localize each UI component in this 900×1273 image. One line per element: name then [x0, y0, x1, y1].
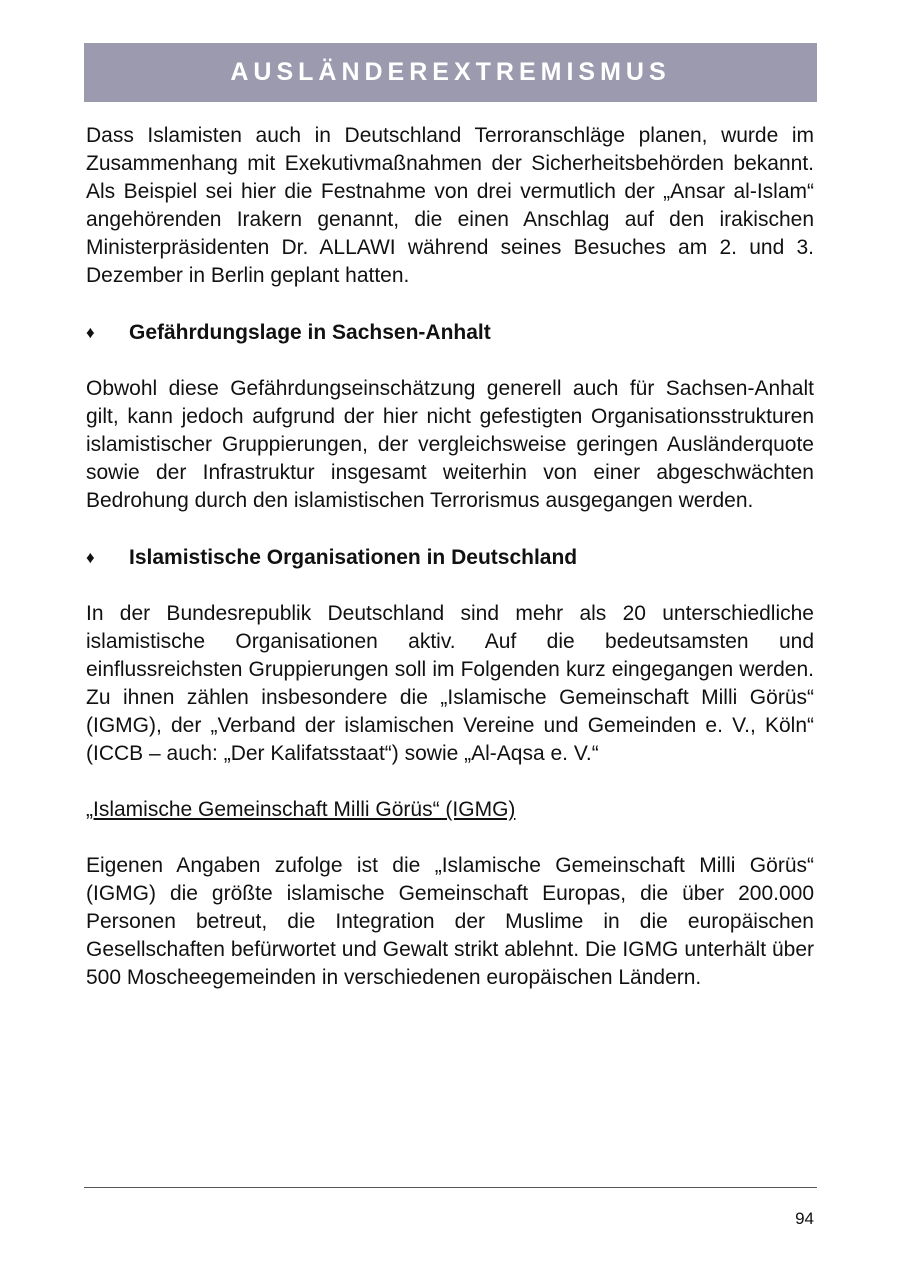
- diamond-bullet-icon: ♦: [86, 548, 95, 567]
- paragraph-intro: Dass Islamisten auch in Deutschland Terroranschläge planen, wurde im Zusammenhang mit Exekutivmaßnahmen der Sicherheitsbehörden bekannt. Als Beispiel sei hier die Festnahme von drei vermutlich der „Ansar al-Islam“ angehörenden Irakern genannt, die einen Anschlag auf den irakischen Ministerpräsidenten Dr. ALLAWI während seines Besuches am 2. und 3. Dezember in Berlin geplant hatten.: [86, 124, 814, 287]
- paragraph-organisationen: In der Bundesrepublik Deutschland sind mehr als 20 unterschiedliche islamistische Organisationen aktiv. Auf die bedeutsamsten und einflussreichsten Gruppierungen soll im Folgenden kurz eingegangen werden. Zu ihnen zählen insbesondere die „Islamische Gemeinschaft Milli Görüs“ (IGMG), der „Verband der islamischen Vereine und Gemeinden e. V., Köln“ (ICCB – auch: „Der Kalifatsstaat“) sowie „Al-Aqsa e. V.“: [86, 602, 814, 765]
- chapter-header-bar: [84, 43, 817, 102]
- section-heading-text: Islamistische Organisationen in Deutschland: [129, 546, 578, 569]
- section-heading-organisationen: [86, 544, 814, 572]
- paragraph-igmg: Eigenen Angaben zufolge ist die „Islamische Gemeinschaft Milli Görüs“ (IGMG) die größte islamische Gemeinschaft Europas, die über 200.000 Personen betreut, die Integration der Muslime in die europäischen Gesellschaften befürwortet und Gewalt strikt ablehnt. Die IGMG unterhält über 500 Moscheegemeinden in verschiedenen europäischen Ländern.: [86, 854, 814, 989]
- subheading-igmg: „Islamische Gemeinschaft Milli Görüs“ (IGMG): [86, 798, 516, 821]
- section-heading-text: Gefährdungslage in Sachsen-Anhalt: [129, 321, 491, 344]
- chapter-title: AUSLÄNDEREXTREMISMUS: [230, 58, 671, 86]
- footer-divider: [84, 1187, 817, 1188]
- page-content: [86, 122, 814, 992]
- section-heading-sachsen-anhalt: [86, 319, 814, 347]
- diamond-bullet-icon: ♦: [86, 323, 95, 342]
- page-number: 94: [795, 1209, 814, 1228]
- paragraph-sachsen-anhalt: Obwohl diese Gefährdungseinschätzung generell auch für Sachsen-Anhalt gilt, kann jedoch aufgrund der hier nicht gefestigten Organisationsstrukturen islamistischer Gruppierungen, der vergleichsweise geringen Ausländerquote sowie der Infrastruktur insgesamt weiterhin von einer abgeschwächten Bedrohung durch den islamistischen Terrorismus ausgegangen werden.: [86, 377, 814, 512]
